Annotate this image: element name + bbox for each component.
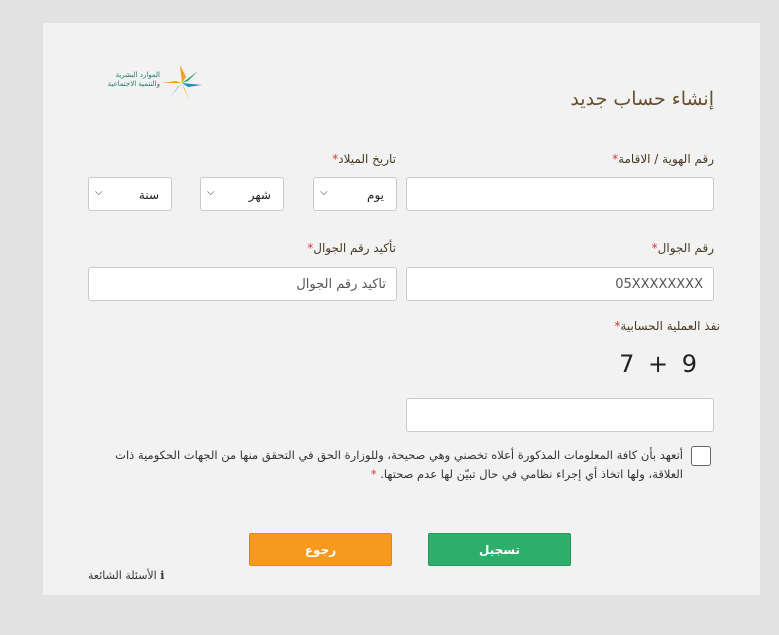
confirm-mobile-label-text: تأكيد رقم الجوال [313, 241, 396, 255]
terms-text [93, 446, 683, 484]
captcha-label [614, 319, 720, 333]
year-select-value: سنة [138, 188, 159, 202]
terms-text-body: أتعهد بأن كافة المعلومات المذكورة أعلاه تخصني وهي صحيحة، وللوزارة الحق في التحقق منها من الجهات الحكومية ذات العلاقة، ولها اتخاذ أي إجراء نظامي في حال تبيّن لها عدم صحتها. [115, 448, 683, 481]
required-mark: * [612, 152, 619, 166]
day-select[interactable] [313, 177, 397, 211]
id-label [612, 152, 714, 166]
captcha-answer-input[interactable] [406, 398, 714, 432]
dob-label [332, 152, 396, 166]
logo-text-line1: الموارد البشرية [115, 71, 160, 79]
captcha-label-text: نفذ العملية الحسابية [620, 319, 720, 333]
required-mark: * [651, 241, 658, 255]
registration-panel [43, 23, 760, 595]
required-mark: * [370, 467, 377, 481]
confirm-mobile-input[interactable] [88, 267, 397, 301]
confirm-mobile-label [307, 241, 396, 255]
day-select-value: يوم [367, 188, 384, 202]
chevron-down-icon: ⌵ [95, 187, 103, 198]
logo-text [88, 71, 160, 89]
captcha-expression: 7 + 9 [619, 350, 700, 378]
faq-link[interactable] [88, 569, 164, 582]
id-number-input[interactable] [406, 177, 714, 211]
mobile-label-text: رقم الجوال [657, 241, 714, 255]
terms-checkbox[interactable] [691, 446, 711, 466]
logo-text-line2: والتنمية الاجتماعية [107, 80, 160, 88]
register-button[interactable]: تسجيل [428, 533, 571, 566]
mobile-label [652, 241, 714, 255]
required-mark: * [332, 152, 339, 166]
required-mark: * [614, 319, 621, 333]
logo-star-icon [160, 63, 204, 103]
required-mark: * [307, 241, 314, 255]
faq-label: الأسئلة الشائعة [88, 569, 157, 582]
chevron-down-icon: ⌵ [320, 187, 328, 198]
info-icon: i [160, 569, 165, 582]
id-label-text: رقم الهوية / الاقامة [618, 152, 714, 166]
ministry-logo [88, 63, 208, 103]
month-select-value: شهر [248, 188, 271, 202]
back-button[interactable]: رجوع [249, 533, 392, 566]
month-select[interactable] [200, 177, 284, 211]
chevron-down-icon: ⌵ [207, 187, 215, 198]
mobile-input[interactable] [406, 267, 714, 301]
year-select[interactable] [88, 177, 172, 211]
page-title: إنشاء حساب جديد [570, 88, 714, 110]
dob-label-text: تاريخ الميلاد [338, 152, 396, 166]
